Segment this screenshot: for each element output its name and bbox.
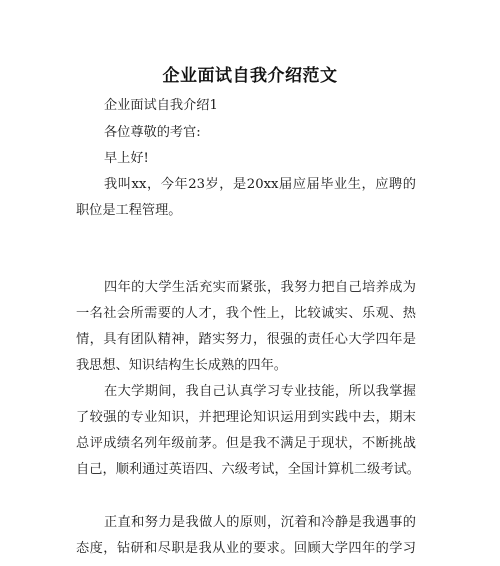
document-subtitle: 企业面试自我介绍1	[104, 98, 218, 113]
paragraph-1-line-2: 职位是工程管理。	[76, 203, 182, 218]
paragraph-4-line-2: 态度，钻研和尽职是我从业的要求。回顾大学四年的学习	[76, 541, 416, 556]
paragraph-3-line-2: 了较强的专业知识，并把理论知识运用到实践中去，期末	[76, 410, 416, 425]
salutation: 各位尊敬的考官:	[104, 125, 201, 140]
paragraph-2-line-4: 我思想、知识结构生长成熟的四年。	[76, 358, 287, 373]
paragraph-3-line-4: 自己，顺利通过英语四、六级考试，全国计算机二级考试。	[76, 462, 420, 477]
paragraph-3-line-1: 在大学期间，我自己认真学习专业技能，所以我掌握	[104, 384, 416, 399]
document-title: 企业面试自我介绍范文	[162, 66, 338, 86]
paragraph-2-line-3: 情，具有团队精神，踏实努力，很强的责任心大学四年是	[76, 332, 416, 347]
paragraph-2-line-2: 一名社会所需要的人才，我个性上，比较诚实、乐观、热	[76, 306, 416, 321]
paragraph-3-line-3: 总评成绩名列年级前茅。但是我不满足于现状，不断挑战	[76, 436, 416, 451]
paragraph-2-line-1: 四年的大学生活充实而紧张，我努力把自己培养成为	[104, 280, 416, 295]
paragraph-1-line-1: 我叫xx，今年23岁，是20xx届应届毕业生，应聘的	[104, 177, 416, 192]
greeting: 早上好!	[104, 151, 149, 166]
paragraph-4-line-1: 正直和努力是我做人的原则，沉着和冷静是我遇事的	[104, 515, 416, 530]
